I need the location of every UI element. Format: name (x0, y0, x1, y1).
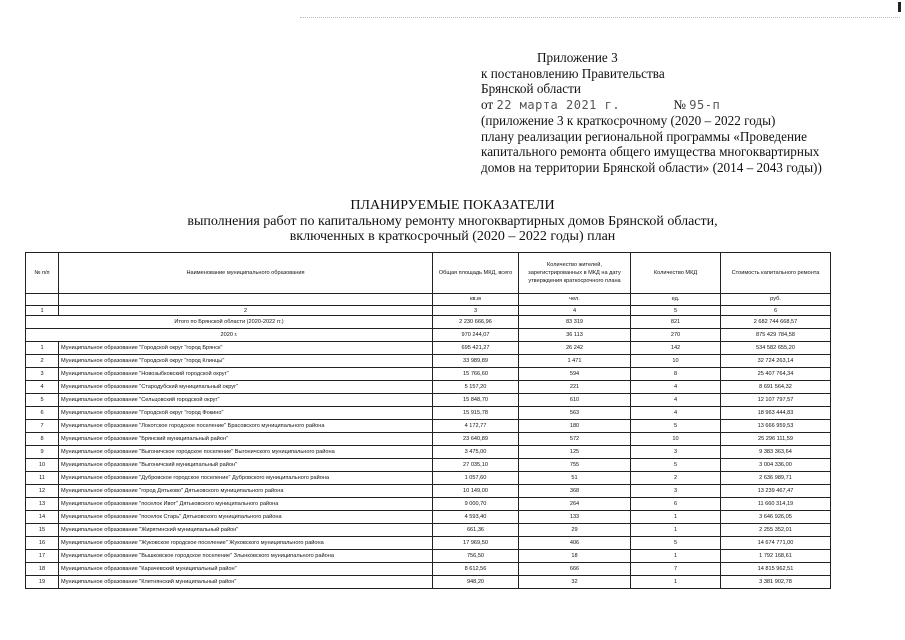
handwritten-date: 22 марта 2021 г. (496, 97, 621, 112)
row-area: 17 969,50 (433, 537, 519, 550)
header-mkd-count: Количество МКД (631, 253, 721, 294)
row-number: 3 (26, 368, 59, 381)
row-cost: 14 815 962,51 (721, 563, 831, 576)
row-area: 5 157,20 (433, 381, 519, 394)
row-municipality: Муниципальное образование "Стародубский муниципальный округ" (59, 381, 433, 394)
row-residents: 29 (519, 524, 631, 537)
row-municipality: Муниципальное образование "Сельцовский городской округ" (59, 394, 433, 407)
row-cost: 11 660 314,19 (721, 498, 831, 511)
units-row (26, 294, 831, 306)
appendix-line: капитального ремонта общего имущества многоквартирных (481, 144, 820, 159)
row-residents: 26 242 (519, 342, 631, 355)
row-mkd-count: 3 (631, 485, 721, 498)
row-residents: 264 (519, 498, 631, 511)
document-title (0, 198, 905, 245)
table-row (26, 407, 831, 420)
row-municipality: Муниципальное образование "Дубровское городское поселение" Дубровского муниципального района (59, 472, 433, 485)
row-residents: 18 (519, 550, 631, 563)
appendix-line: плану реализации региональной программы «Проведение (481, 128, 807, 144)
row-number: 13 (26, 498, 59, 511)
scan-artifact-line (300, 17, 900, 18)
unit-cell: ед. (631, 294, 721, 306)
appendix-date-line (481, 97, 901, 114)
title-line: включенных в краткосрочный (2020 – 2022 годы) план (289, 229, 616, 244)
row-mkd-count: 5 (631, 537, 721, 550)
table-row (26, 511, 831, 524)
row-residents: 666 (519, 563, 631, 576)
row-number: 6 (26, 407, 59, 420)
column-number: 1 (26, 306, 59, 316)
row-cost: 1 792 168,61 (721, 550, 831, 563)
row-cost: 14 674 771,00 (721, 537, 831, 550)
row-municipality: Муниципальное образование "Жирятинский муниципальный район" (59, 524, 433, 537)
table-row (26, 394, 831, 407)
row-cost: 13 666 959,53 (721, 420, 831, 433)
row-residents: 755 (519, 459, 631, 472)
row-number: 14 (26, 511, 59, 524)
year-label: 2020 г. (26, 329, 433, 342)
column-number: 5 (631, 306, 721, 316)
row-number: 5 (26, 394, 59, 407)
year-row (26, 329, 831, 342)
row-area: 33 989,89 (433, 355, 519, 368)
appendix-line: Брянской области (481, 81, 581, 96)
year-mkd: 270 (631, 329, 721, 342)
row-number: 4 (26, 381, 59, 394)
date-prefix: от (481, 96, 494, 112)
table-row (26, 342, 831, 355)
row-area: 15 848,70 (433, 394, 519, 407)
row-municipality: Муниципальное образование "Брянский муниципальный район" (59, 433, 433, 446)
table-row (26, 459, 831, 472)
row-number: 15 (26, 524, 59, 537)
column-numbers-row (26, 306, 831, 316)
header-area: Общая площадь МКД, всего (433, 253, 519, 294)
year-area: 970 244,07 (433, 329, 519, 342)
appendix-header (481, 50, 901, 175)
handwritten-number: 95-п (689, 97, 721, 112)
row-number: 2 (26, 355, 59, 368)
table-row (26, 563, 831, 576)
row-area: 661,36 (433, 524, 519, 537)
total-residents: 83 319 (519, 316, 631, 329)
total-area: 2 230 666,96 (433, 316, 519, 329)
row-number: 12 (26, 485, 59, 498)
row-mkd-count: 6 (631, 498, 721, 511)
row-municipality: Муниципальное образование "Клетнянский муниципальный район" (59, 576, 433, 589)
column-number: 6 (721, 306, 831, 316)
row-mkd-count: 5 (631, 459, 721, 472)
row-municipality: Муниципальное образование "Локотское городское поселение" Брасовского муниципального района (59, 420, 433, 433)
table-row (26, 381, 831, 394)
row-residents: 368 (519, 485, 631, 498)
row-cost: 12 107 797,57 (721, 394, 831, 407)
unit-cell (26, 294, 59, 306)
number-label: № (673, 96, 686, 112)
row-mkd-count: 5 (631, 420, 721, 433)
row-municipality: Муниципальное образование "Карачевский муниципальный район" (59, 563, 433, 576)
table-header-row (26, 253, 831, 294)
row-cost: 32 724 263,14 (721, 355, 831, 368)
indicators-table (25, 252, 831, 589)
row-mkd-count: 2 (631, 472, 721, 485)
table-row (26, 420, 831, 433)
row-residents: 563 (519, 407, 631, 420)
row-area: 9 000,70 (433, 498, 519, 511)
row-mkd-count: 1 (631, 550, 721, 563)
row-area: 23 640,89 (433, 433, 519, 446)
scan-edge-mark (898, 2, 901, 12)
row-mkd-count: 1 (631, 576, 721, 589)
row-number: 7 (26, 420, 59, 433)
row-mkd-count: 1 (631, 511, 721, 524)
row-residents: 180 (519, 420, 631, 433)
row-municipality: Муниципальное образование "Жуковское городское поселение" Жуковского муниципального района (59, 537, 433, 550)
table-row (26, 433, 831, 446)
row-number: 10 (26, 459, 59, 472)
row-municipality: Муниципальное образование "город Дятьково" Дятьковского муниципального района (59, 485, 433, 498)
unit-cell: руб. (721, 294, 831, 306)
year-residents: 36 113 (519, 329, 631, 342)
table-row (26, 446, 831, 459)
row-number: 11 (26, 472, 59, 485)
appendix-title: Приложение 3 (537, 50, 618, 65)
row-municipality: Муниципальное образование "Новозыбковский городской округ" (59, 368, 433, 381)
unit-cell: кв.м (433, 294, 519, 306)
appendix-line: домов на территории Брянской области» (2014 – 2043 годы)) (481, 159, 822, 175)
appendix-line: к постановлению Правительства (481, 65, 665, 81)
row-area: 756,50 (433, 550, 519, 563)
row-cost: 18 963 444,83 (721, 407, 831, 420)
row-area: 8 612,56 (433, 563, 519, 576)
row-cost: 9 383 363,64 (721, 446, 831, 459)
row-cost: 3 381 902,78 (721, 576, 831, 589)
total-label: Итого по Брянской области (2020-2022 гг.) (26, 316, 433, 329)
table-row (26, 368, 831, 381)
row-area: 4 593,40 (433, 511, 519, 524)
year-cost: 875 429 784,58 (721, 329, 831, 342)
row-municipality: Муниципальное образование "Вышковское городское поселение" Злынковского муниципального района (59, 550, 433, 563)
column-number: 2 (59, 306, 433, 316)
total-mkd: 821 (631, 316, 721, 329)
row-cost: 3 646 926,05 (721, 511, 831, 524)
row-number: 18 (26, 563, 59, 576)
row-area: 10 149,00 (433, 485, 519, 498)
row-cost: 13 239 467,47 (721, 485, 831, 498)
table-row (26, 550, 831, 563)
total-row (26, 316, 831, 329)
title-line: выполнения работ по капитальному ремонту многоквартирных домов Брянской области, (187, 213, 718, 229)
table-row (26, 537, 831, 550)
row-residents: 594 (519, 368, 631, 381)
row-cost: 2 636 989,71 (721, 472, 831, 485)
table-row (26, 355, 831, 368)
row-residents: 32 (519, 576, 631, 589)
row-cost: 2 255 352,01 (721, 524, 831, 537)
appendix-line: (приложение 3 к краткосрочному (2020 – 2022 годы) (481, 113, 776, 128)
row-residents: 1 471 (519, 355, 631, 368)
row-mkd-count: 4 (631, 394, 721, 407)
header-residents: Количество жителей, зарегистрированных в МКД на дату утверждения краткосрочного плана (519, 253, 631, 294)
table-row (26, 498, 831, 511)
row-mkd-count: 4 (631, 407, 721, 420)
row-municipality: Муниципальное образование "Выгоничский муниципальный район" (59, 459, 433, 472)
row-area: 948,20 (433, 576, 519, 589)
row-residents: 125 (519, 446, 631, 459)
row-area: 1 057,60 (433, 472, 519, 485)
row-number: 19 (26, 576, 59, 589)
header-municipality: Наименование муниципального образования (59, 253, 433, 294)
row-area: 695 421,27 (433, 342, 519, 355)
row-area: 3 475,00 (433, 446, 519, 459)
total-cost: 2 682 744 668,57 (721, 316, 831, 329)
row-mkd-count: 10 (631, 355, 721, 368)
row-number: 8 (26, 433, 59, 446)
column-number: 3 (433, 306, 519, 316)
row-residents: 406 (519, 537, 631, 550)
row-cost: 3 004 336,00 (721, 459, 831, 472)
title-line: ПЛАНИРУЕМЫЕ ПОКАЗАТЕЛИ (350, 198, 555, 213)
row-municipality: Муниципальное образование "поселок Ивот" Дятьковского муниципального района (59, 498, 433, 511)
row-residents: 133 (519, 511, 631, 524)
row-residents: 51 (519, 472, 631, 485)
row-mkd-count: 4 (631, 381, 721, 394)
unit-cell (59, 294, 433, 306)
row-number: 9 (26, 446, 59, 459)
row-municipality: Муниципальное образование "Городской округ "город Клинцы" (59, 355, 433, 368)
row-mkd-count: 142 (631, 342, 721, 355)
row-residents: 572 (519, 433, 631, 446)
row-area: 27 035,10 (433, 459, 519, 472)
column-number: 4 (519, 306, 631, 316)
table-row (26, 524, 831, 537)
row-area: 15 915,78 (433, 407, 519, 420)
row-cost: 25 296 111,59 (721, 433, 831, 446)
row-number: 17 (26, 550, 59, 563)
table-row (26, 485, 831, 498)
row-residents: 221 (519, 381, 631, 394)
row-municipality: Муниципальное образование "поселок Старь" Дятьковского муниципального района (59, 511, 433, 524)
header-number: № п/п (26, 253, 59, 294)
row-number: 16 (26, 537, 59, 550)
table-row (26, 576, 831, 589)
row-cost: 25 407 764,34 (721, 368, 831, 381)
row-municipality: Муниципальное образование "Городской округ "город Фокино" (59, 407, 433, 420)
row-cost: 8 691 564,32 (721, 381, 831, 394)
row-cost: 534 582 655,20 (721, 342, 831, 355)
row-number: 1 (26, 342, 59, 355)
row-municipality: Муниципальное образование "Городской округ "город Брянск" (59, 342, 433, 355)
row-municipality: Муниципальное образование "Выгоничское городское поселение" Выгоничского муниципального района (59, 446, 433, 459)
row-mkd-count: 8 (631, 368, 721, 381)
row-mkd-count: 1 (631, 524, 721, 537)
unit-cell: чел. (519, 294, 631, 306)
row-mkd-count: 10 (631, 433, 721, 446)
row-mkd-count: 3 (631, 446, 721, 459)
row-mkd-count: 7 (631, 563, 721, 576)
row-area: 15 766,60 (433, 368, 519, 381)
header-cost: Стоимость капитального ремонта (721, 253, 831, 294)
table-row (26, 472, 831, 485)
row-residents: 610 (519, 394, 631, 407)
row-area: 4 172,77 (433, 420, 519, 433)
